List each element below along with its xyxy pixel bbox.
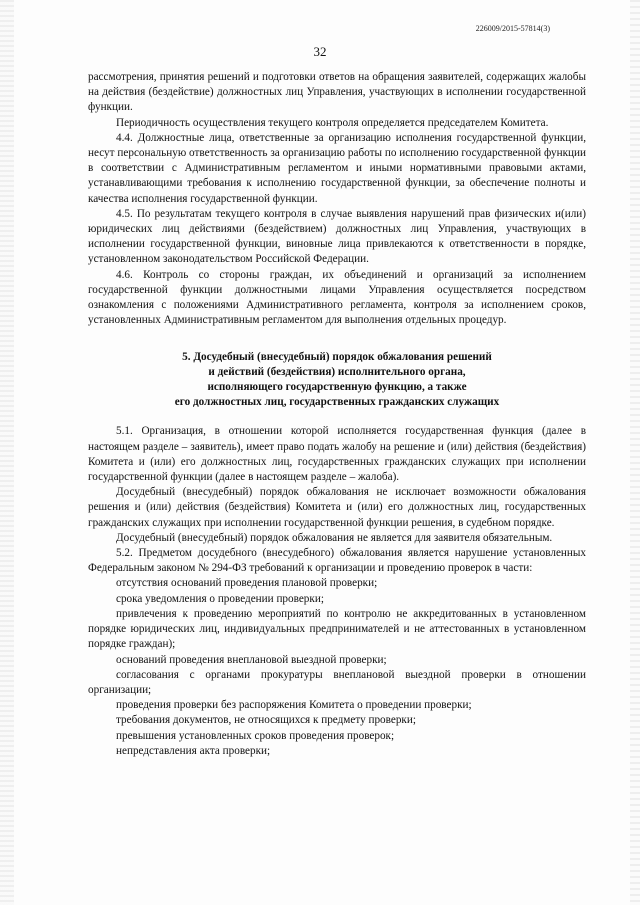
heading-line: его должностных лиц, государственных гражданских служащих <box>174 396 500 409</box>
paragraph: 5.2. Предметом досудебного (внесудебного) обжалования является нарушение установленных Федеральным законом № 294-ФЗ требований к организации и проведению проверок в части: <box>88 547 586 575</box>
heading-line: исполняющего государственную функцию, а также <box>207 381 467 394</box>
paragraph: Периодичность осуществления текущего контроля определяется председателем Комитета. <box>116 116 549 129</box>
paragraph: рассмотрения, принятия решений и подготовки ответов на обращения заявителей, содержащих жалобы на действия (бездействие) должностных лиц Управления, участвующих в исполнении государственной функции. <box>88 71 586 114</box>
heading-line: и действий (бездействия) исполнительного органа, <box>208 366 466 379</box>
paragraph: Досудебный (внесудебный) порядок обжалования не является для заявителя обязательным. <box>116 531 553 544</box>
list-item: проведения проверки без распоряжения Комитета о проведении проверки; <box>116 699 472 712</box>
page-number: 32 <box>313 44 327 59</box>
list-item: превышения установленных сроков проведения проверок; <box>116 729 395 742</box>
document-id: 226009/2015-57814(3) <box>475 24 550 33</box>
paragraph: 4.5. По результатам текущего контроля в случае выявления нарушений прав физических и(или) юридических лиц действиями (бездействием) должностных лиц Управления, участвующих в исполнении государственной функции, виновные лица привлекаются к ответственности в порядке, установленном законодательством Российской Федерации. <box>88 207 586 266</box>
list-item: отсутствия оснований проведения плановой проверки; <box>116 577 378 590</box>
document-body <box>88 70 586 759</box>
list-item: оснований проведения внеплановой выездной проверки; <box>116 653 387 666</box>
scan-edge-right <box>630 0 640 905</box>
paragraph: 4.6. Контроль со стороны граждан, их объединений и организаций за исполнением государственной функции должностными лицами Управления осуществляется посредством ознакомления с положениями Административного регламента, контроля за исполнением сроков, установленных Административным регламентом для выполнения отдельных процедур. <box>88 268 586 327</box>
scan-edge-left <box>0 0 14 905</box>
paragraph: Досудебный (внесудебный) порядок обжалования не исключает возможности обжалования решения и (или) действия (бездействия) Комитета и (или) его должностных лиц, государственных гражданских служащих при исполнении государственной функции решения, в судебном порядке. <box>88 486 586 529</box>
heading-line: 5. Досудебный (внесудебный) порядок обжалования решений <box>182 351 492 364</box>
list-item: привлечения к проведению мероприятий по контролю не аккредитованных в установленном порядке юридических лиц, индивидуальных предпринимателей и не аттестованных в установленном порядке граждан); <box>88 607 586 651</box>
list-item: непредставления акта проверки; <box>116 744 271 757</box>
section-heading <box>88 350 586 410</box>
list-item: требования документов, не относящихся к предмету проверки; <box>116 714 416 727</box>
paragraph: 4.4. Должностные лица, ответственные за организацию исполнения государственной функции, несут персональную ответственность за организацию работы по исполнению государственной функции в соответствии с Административным регламентом и иными нормативными правовыми актами, устанавливающими требования к исполнению государственной функции, за обеспечение полноты и качества исполнения государственной функции. <box>88 131 586 205</box>
list-item: срока уведомления о проведении проверки; <box>116 592 324 605</box>
paragraph: 5.1. Организация, в отношении которой исполняется государственная функция (далее в настоящем разделе – заявитель), имеет право подать жалобу на решение и (или) действия (бездействия) Комитета и (или) его должностных лиц, государственных гражданских служащих при исполнении государственной функции (далее в настоящем разделе – жалоба). <box>88 425 586 484</box>
list-item: согласования с органами прокуратуры внеплановой выездной проверки в отношении организации; <box>88 668 586 696</box>
